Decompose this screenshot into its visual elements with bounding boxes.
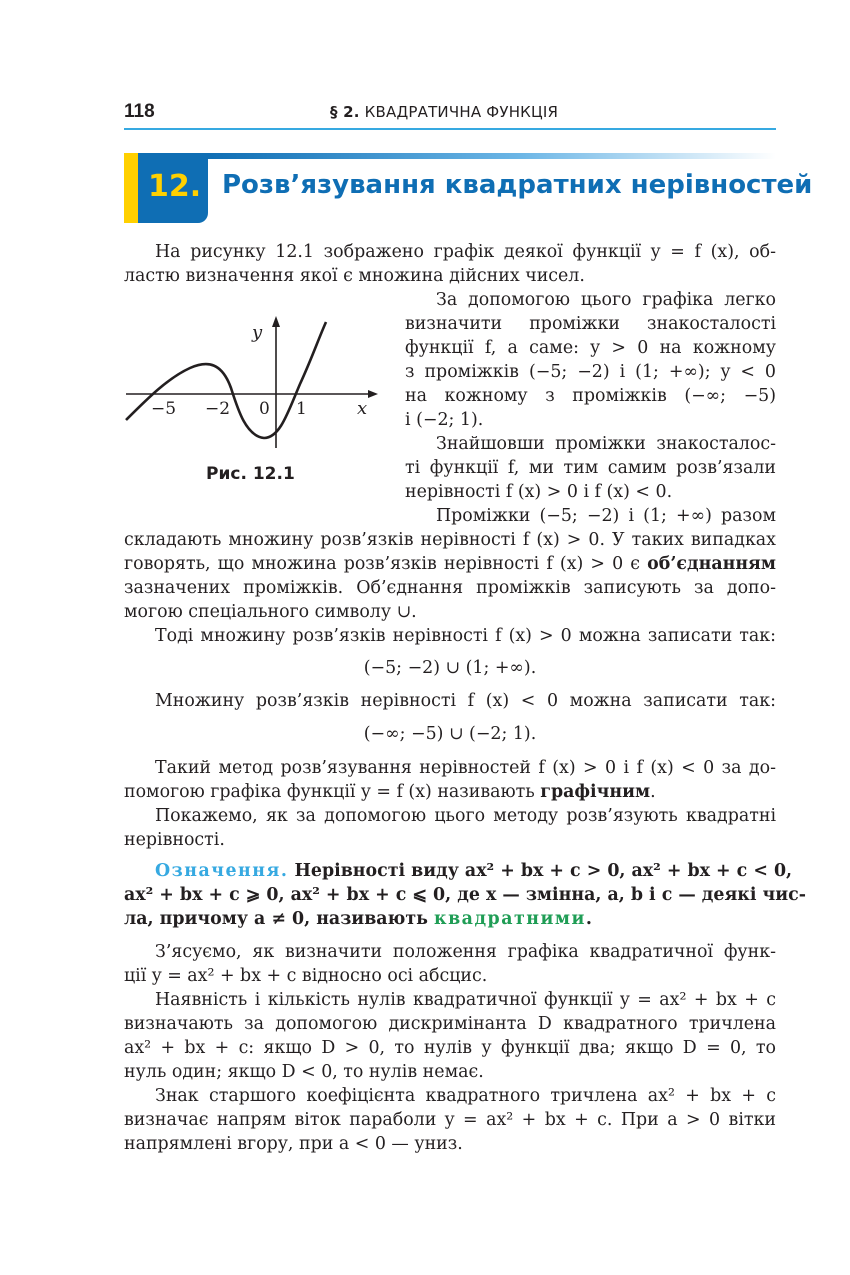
term-quadratic: квадратними [434, 909, 586, 929]
definition-label: Означення. [155, 861, 289, 881]
chapter-banner [124, 153, 813, 223]
chapter-title: Розв’язування квадратних нерівностей [222, 170, 813, 200]
text-line: ті функції f, ми тим самим розв’язали [405, 458, 776, 478]
header-rule [124, 128, 776, 130]
y-axis-arrow [272, 316, 280, 327]
section-number: § 2. [330, 103, 360, 121]
text-line: на кожному з проміжків (−∞; −5) [405, 386, 776, 406]
text-span: говорять, що множина розв’язків нерівності f (x) > 0 є [124, 554, 648, 574]
banner-accent [124, 153, 138, 223]
banner-gradient-bar [208, 153, 776, 159]
text-line: з проміжків (−5; −2) і (1; +∞); y < 0 [405, 362, 776, 382]
text-line: Наявність і кількість нулів квадратичної функції y = ax² + bx + c [155, 990, 776, 1010]
tick-label-minus-2: −2 [205, 399, 231, 419]
text-line: нерівності f (x) > 0 і f (x) < 0. [405, 482, 673, 502]
text-line: Такий метод розв’язування нерівностей f (x) > 0 і f (x) < 0 за до- [155, 758, 776, 778]
function-curve [126, 322, 326, 438]
term-graphical: графічним [540, 782, 651, 802]
text-span: . [585, 909, 592, 929]
definition-line: ax² + bx + c ⩾ 0, ax² + bx + c ⩽ 0, де x — змінна, a, b і c — деякі чис- [124, 885, 806, 905]
text-line: нерівності. [124, 830, 225, 850]
text-line: На рисунку 12.1 зображено графік деякої функції y = f (x), об- [155, 242, 776, 262]
tick-label-origin: 0 [259, 399, 270, 419]
section-title: КВАДРАТИЧНА ФУНКЦІЯ [364, 103, 559, 121]
text-line: Знак старшого коефіцієнта квадратного тричлена ax² + bx + c [155, 1086, 776, 1106]
text-line: напрямлені вгору, при a < 0 — униз. [124, 1134, 463, 1154]
text-line: визначають за допомогою дискримінанта D квадратного тричлена [124, 1014, 776, 1034]
formula-union-positive: (−5; −2) ∪ (1; +∞). [363, 658, 537, 678]
page-number: 118 [124, 101, 155, 122]
text-line: ластю визначення якої є множина дійсних чисел. [124, 266, 585, 286]
tick-label-1: 1 [296, 399, 307, 419]
x-axis-arrow [368, 390, 378, 398]
text-line: могою спеціального символу ∪. [124, 602, 417, 622]
text-span: ла, причому a ≠ 0, називають [124, 909, 435, 929]
text-span: помогою графіка функції y = f (x) називають [124, 782, 541, 802]
figure-caption: Рис. 12.1 [206, 464, 295, 484]
text-line: Проміжки (−5; −2) і (1; +∞) разом [436, 506, 776, 526]
text-line: За допомогою цього графіка легко [436, 290, 776, 310]
text-span: . [650, 782, 656, 802]
text-line: ax² + bx + c: якщо D > 0, то нулів у функції два; якщо D = 0, то [124, 1038, 776, 1058]
text-line: Тоді множину розв’язків нерівності f (x) > 0 можна записати так: [155, 626, 776, 646]
tick-label-minus-5: −5 [151, 399, 177, 419]
definition-line [155, 859, 793, 883]
term-union: об’єднанням [647, 554, 776, 574]
text-line [124, 780, 656, 804]
formula-union-negative: (−∞; −5) ∪ (−2; 1). [363, 724, 537, 744]
text-line: З’ясуємо, як визначити положення графіка квадратичної функ- [155, 942, 776, 962]
function-graph-figure [124, 308, 384, 458]
text-line: нуль один; якщо D < 0, то нулів немає. [124, 1062, 484, 1082]
running-header [330, 103, 558, 121]
chapter-number: 12. [148, 169, 202, 204]
text-line: складають множину розв’язків нерівності f (x) > 0. У таких випадках [124, 530, 776, 550]
text-line: зазначених проміжків. Об’єднання проміжків записують за допо- [124, 578, 776, 598]
y-axis-label: y [252, 322, 263, 343]
definition-line [124, 907, 592, 931]
text-line: Множину розв’язків нерівності f (x) < 0 можна записати так: [155, 691, 776, 711]
text-line: Знайшовши проміжки знакосталос- [436, 434, 776, 454]
text-line: Покажемо, як за допомогою цього методу розв’язують квадратні [155, 806, 776, 826]
text-line: і (−2; 1). [405, 410, 484, 430]
text-line: функції f, а саме: y > 0 на кожному [405, 338, 776, 358]
text-line: визначає напрям віток параболи y = ax² + bx + c. При a > 0 вітки [124, 1110, 776, 1130]
text-line: ції y = ax² + bx + c відносно осі абсцис. [124, 966, 488, 986]
text-line [124, 552, 776, 576]
x-axis-label: x [357, 398, 368, 419]
text-line: визначити проміжки знакосталості [405, 314, 776, 334]
text-span: Нерівності виду ax² + bx + c > 0, ax² + bx + c < 0, [288, 861, 793, 881]
